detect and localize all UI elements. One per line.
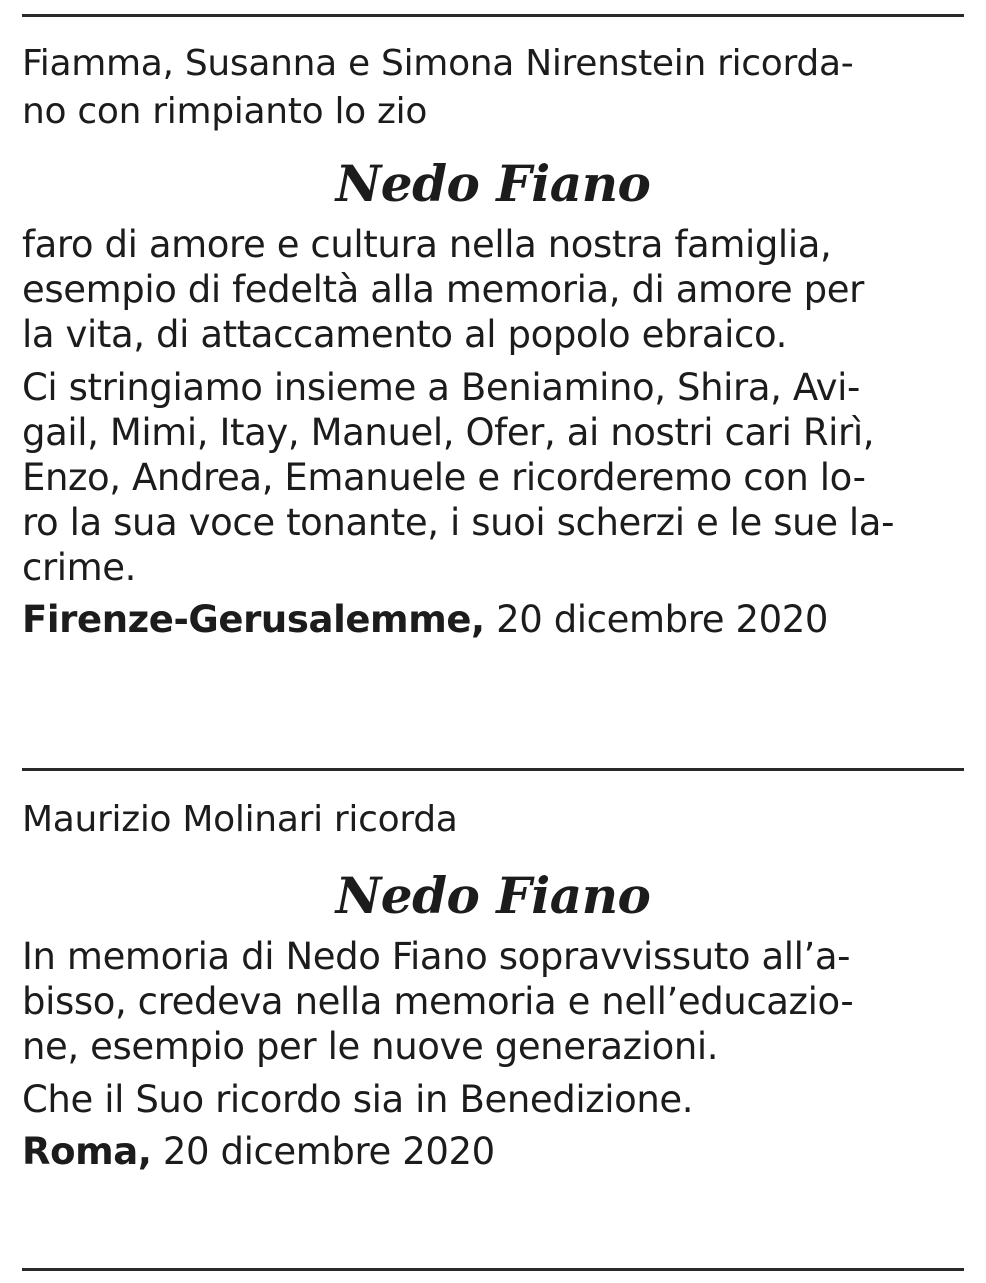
text-line: Che il Suo ricordo sia in Benedizione. — [22, 1078, 694, 1121]
intro-line: no con rimpianto lo zio — [22, 91, 428, 132]
text-line: Ci stringiamo insieme a Beniamino, Shira, Avi- — [22, 366, 860, 409]
intro-line: Maurizio Molinari ricorda — [22, 799, 458, 840]
death-notice-nirenstein — [22, 40, 964, 644]
text-line: esempio di fedeltà alla memoria, di amore per — [22, 268, 864, 311]
text-line: bisso, credeva nella memoria e nell’educazio- — [22, 980, 854, 1023]
place: Roma, — [22, 1130, 152, 1173]
deceased-name: Nedo Fiano — [335, 866, 651, 925]
notice-divider — [22, 768, 964, 771]
text-line: la vita, di attaccamento al popolo ebraico. — [22, 313, 787, 356]
text-line: crime. — [22, 546, 137, 589]
bottom-divider — [22, 1268, 964, 1271]
place-date-line — [22, 1128, 964, 1176]
text-line: Enzo, Andrea, Emanuele e ricorderemo con lo- — [22, 456, 866, 499]
top-divider — [22, 14, 964, 17]
intro-line: Fiamma, Susanna e Simona Nirenstein ricorda- — [22, 43, 854, 84]
text-line: In memoria di Nedo Fiano sopravvissuto all’a- — [22, 935, 851, 978]
notice-paragraph — [22, 934, 964, 1069]
notice-intro — [22, 40, 964, 136]
place: Firenze-Gerusalemme, — [22, 598, 485, 641]
deceased-name: Nedo Fiano — [335, 154, 651, 213]
notice-paragraph — [22, 365, 964, 590]
date: 20 dicembre 2020 — [162, 1130, 495, 1173]
notice-paragraph — [22, 222, 964, 357]
death-notice-molinari — [22, 796, 964, 1176]
text-line: gail, Mimi, Itay, Manuel, Ofer, ai nostri cari Rirì, — [22, 411, 875, 454]
date: 20 dicembre 2020 — [496, 598, 829, 641]
text-line: ro la sua voce tonante, i suoi scherzi e le sue la- — [22, 501, 895, 544]
text-line: faro di amore e cultura nella nostra famiglia, — [22, 223, 832, 266]
notice-paragraph — [22, 1077, 964, 1122]
place-date-line — [22, 596, 964, 644]
text-line: ne, esempio per le nuove generazioni. — [22, 1025, 719, 1068]
notice-intro — [22, 796, 964, 844]
